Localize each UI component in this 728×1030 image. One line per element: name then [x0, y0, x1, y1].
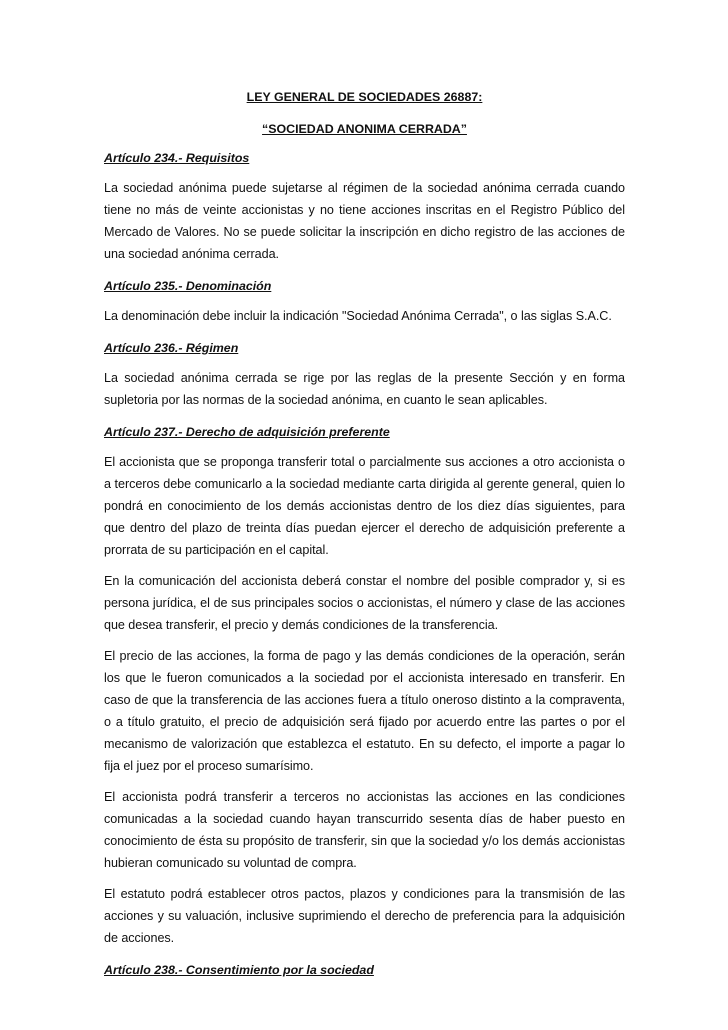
document-title: LEY GENERAL DE SOCIEDADES 26887:: [246, 90, 483, 104]
article-237-paragraph-5: El estatuto podrá establecer otros pactos, plazos y condiciones para la transmisión de las acciones y su valuación, inclusive suprimiendo el derecho de preferencia para la adquisición de acciones.: [104, 887, 625, 945]
article-236-paragraph-1: La sociedad anónima cerrada se rige por las reglas de la presente Sección y en forma supletoria por las normas de la sociedad anónima, en cuanto le sean aplicables.: [104, 371, 625, 407]
article-237-paragraph-3: El precio de las acciones, la forma de pago y las demás condiciones de la operación, serán los que le fueron comunicados a la sociedad por el accionista interesado en transferir. En caso de que la transferencia de las acciones fuera a título oneroso distinto a la compraventa, o a título gratuito, el precio de adquisición será fijado por acuerdo entre las partes o por el mecanismo de valorización que establezca el estatuto. En su defecto, el importe a pagar lo fija el juez por el proceso sumarísimo.: [104, 649, 625, 773]
article-237-paragraph-2: En la comunicación del accionista deberá constar el nombre del posible comprador y, si es persona jurídica, el de sus principales socios o accionistas, el número y clase de las acciones que desea transferir, el precio y demás condiciones de la transferencia.: [104, 574, 625, 632]
article-234-paragraph-1: La sociedad anónima puede sujetarse al régimen de la sociedad anónima cerrada cuando tiene no más de veinte accionistas y no tiene acciones inscritas en el Registro Público del Mercado de Valores. No se puede solicitar la inscripción en dicho registro de las acciones de una sociedad anónima cerrada.: [104, 181, 625, 261]
article-235-paragraph-1: La denominación debe incluir la indicación "Sociedad Anónima Cerrada", o las siglas S.A.C.: [104, 309, 612, 323]
article-238-heading: Artículo 238.- Consentimiento por la sociedad: [104, 963, 374, 977]
article-235-heading: Artículo 235.- Denominación: [104, 279, 272, 293]
article-236-heading: Artículo 236.- Régimen: [104, 341, 239, 355]
article-237-paragraph-4: El accionista podrá transferir a terceros no accionistas las acciones en las condiciones comunicadas a la sociedad cuando hayan transcurrido sesenta días de haber puesto en conocimiento de ésta su propósito de transferir, sin que la sociedad y/o los demás accionistas hubieran comunicado su voluntad de compra.: [104, 790, 625, 870]
article-234-heading: Artículo 234.- Requisitos: [104, 151, 250, 165]
document-subtitle: “SOCIEDAD ANONIMA CERRADA”: [262, 122, 467, 136]
document-page: [104, 88, 625, 980]
article-237-paragraph-1: El accionista que se proponga transferir total o parcialmente sus acciones a otro accionista o a terceros debe comunicarlo a la sociedad mediante carta dirigida al gerente general, quien lo pondrá en conocimiento de los demás accionistas dentro de los diez días siguientes, para que dentro del plazo de treinta días puedan ejercer el derecho de adquisición preferente a prorrata de su participación en el capital.: [104, 455, 625, 557]
article-237-heading: Artículo 237.- Derecho de adquisición preferente: [104, 425, 390, 439]
